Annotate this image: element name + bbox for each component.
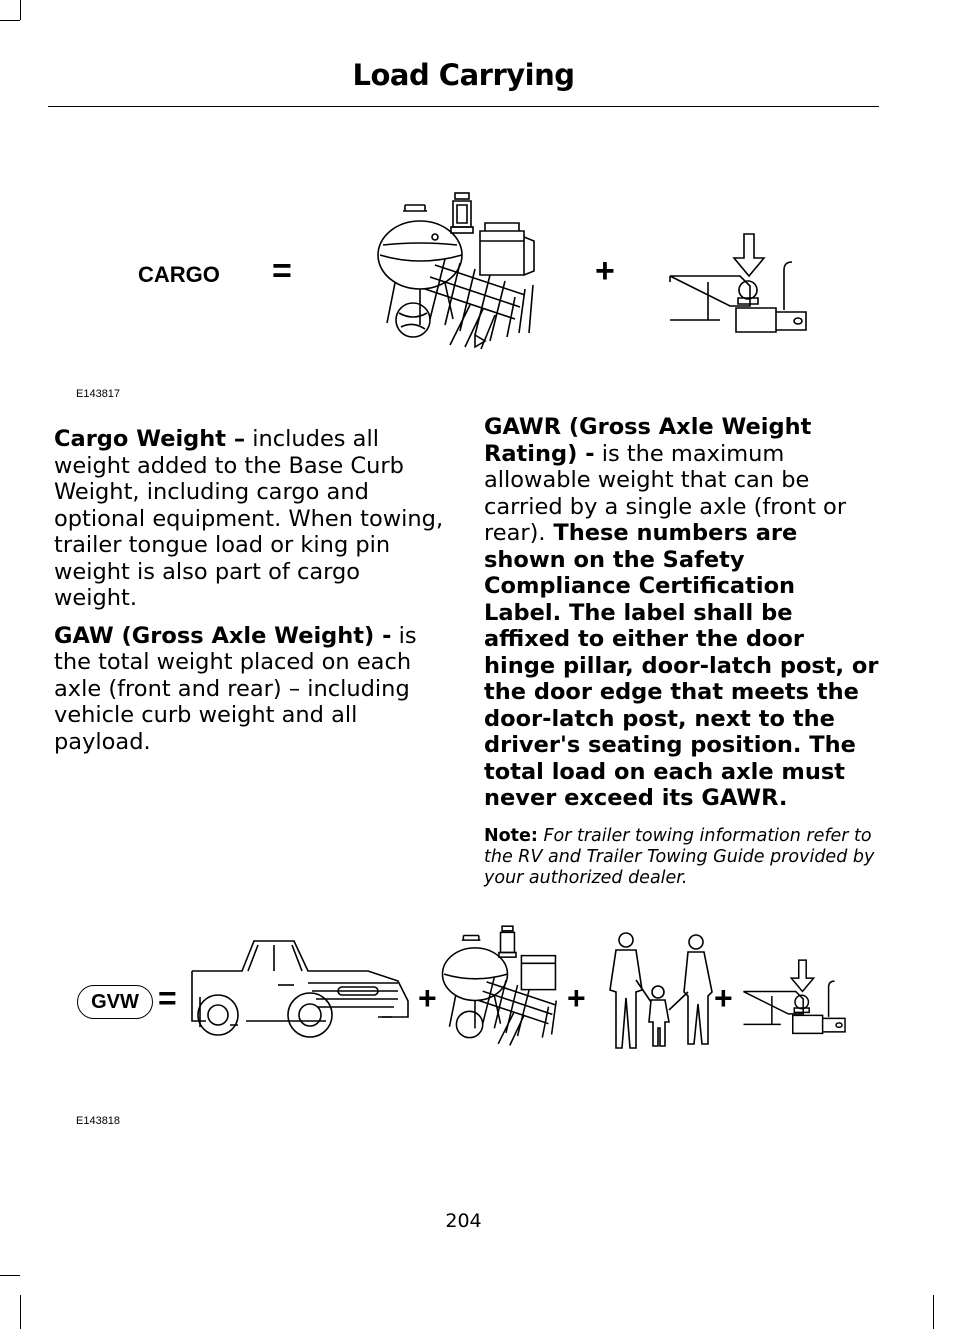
crop-mark [933, 1295, 934, 1329]
page-number: 204 [445, 1210, 482, 1232]
crop-mark [20, 0, 21, 20]
crop-mark [0, 1275, 20, 1276]
grill-and-cargo-icon [440, 920, 568, 1050]
trailer-hitch-icon [668, 230, 810, 334]
right-column [484, 414, 879, 900]
plus-sign: + [714, 980, 733, 1016]
gaw-paragraph [54, 623, 449, 756]
equals-sign: = [272, 252, 292, 290]
gawr-paragraph [484, 414, 879, 812]
plus-sign: + [595, 252, 615, 290]
figure-id: E143817 [76, 388, 121, 400]
page-title: Load Carrying [352, 58, 575, 92]
grill-and-cargo-icon [375, 185, 540, 353]
gvw-label: GVW [77, 985, 153, 1019]
figure-id: E143818 [76, 1115, 121, 1127]
label-instruction: These numbers are shown on the Safety Compliance Certification Label. The label shall be affixed to either the door hinge pillar, door-latch post, or the door edge that meets the door-latch post, next to the driver's seating position. The total load on each axle must never exceed its GAWR. [484, 520, 879, 811]
term: Cargo Weight – [54, 426, 246, 452]
left-column [54, 426, 449, 766]
definition: is the total weight placed on each axle (front and rear) – including vehicle curb weight and all payload. [54, 622, 417, 755]
cargo-label: CARGO [138, 262, 220, 287]
term: GAWR (Gross Axle Weight Rating) - [484, 414, 812, 467]
crop-mark [0, 20, 20, 21]
note-text: For trailer towing information refer to the RV and Trailer Towing Guide provided by your authorized dealer. [484, 825, 875, 888]
cargo-weight-paragraph [54, 426, 449, 612]
note-paragraph [484, 826, 879, 889]
definition: includes all weight added to the Base Curb Weight, including cargo and optional equipment. When towing, trailer tongue load or king pin weight is also part of cargo weight. [54, 426, 444, 611]
definition: is the maximum allowable weight that can be carried by a single axle (front or rear). [484, 440, 847, 546]
plus-sign: + [567, 980, 586, 1016]
family-icon [596, 930, 718, 1052]
plus-sign: + [418, 980, 437, 1016]
crop-mark [20, 1295, 21, 1329]
equals-sign: = [158, 980, 177, 1016]
trailer-hitch-icon [742, 956, 848, 1036]
pickup-truck-icon [188, 935, 414, 1043]
header-divider [48, 106, 879, 107]
note-label: Note: [484, 825, 538, 846]
term: GAW (Gross Axle Weight) - [54, 622, 392, 649]
